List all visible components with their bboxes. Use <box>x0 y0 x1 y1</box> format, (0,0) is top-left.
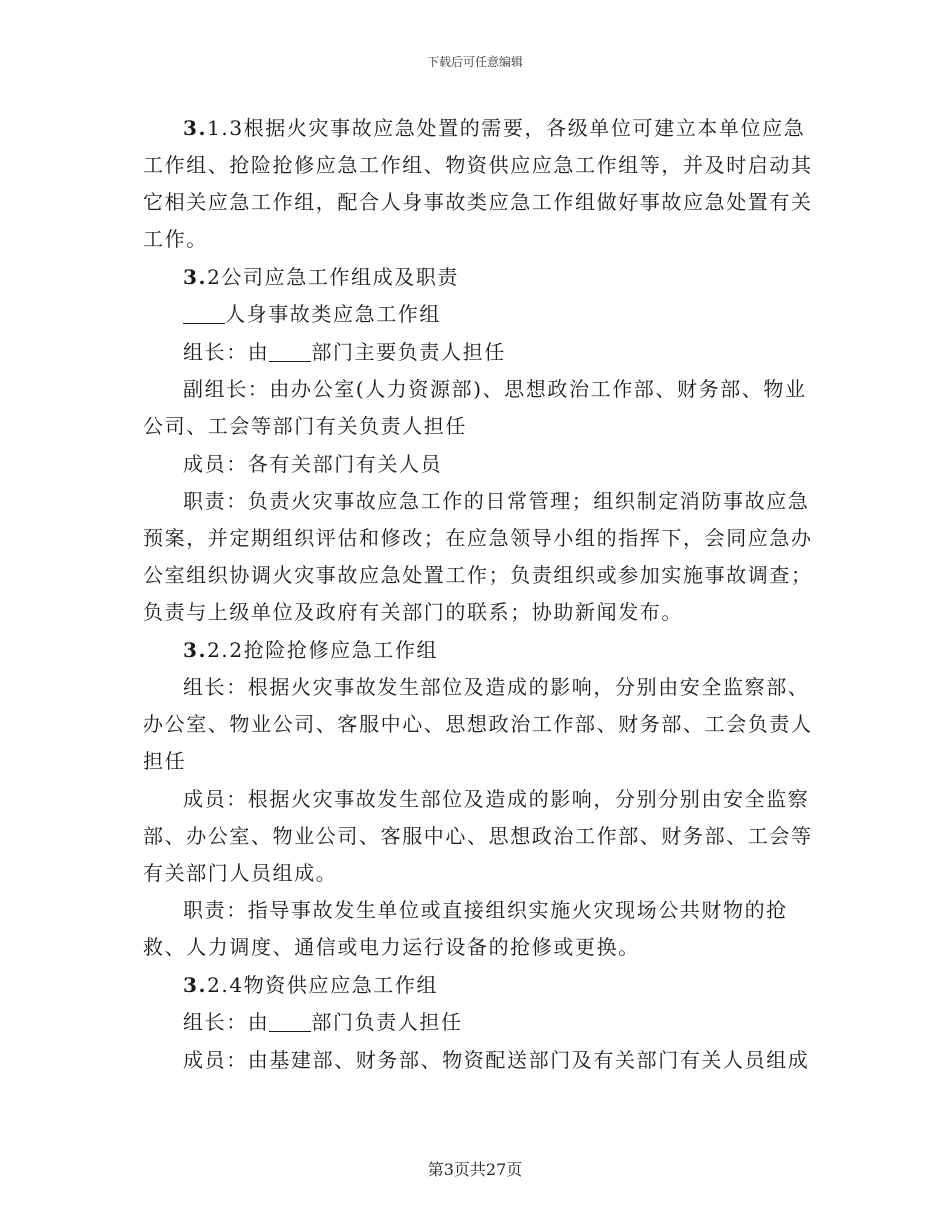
rescue-duties-line: 职责：指导事故发生单位或直接组织实施火灾现场公共财物的抢救、人力调度、通信或电力运行设备的抢修或更换。 <box>143 898 788 959</box>
label-text: 组长：由 <box>183 1010 270 1034</box>
document-body <box>143 110 813 1079</box>
heading-3-2-4 <box>143 967 813 1004</box>
heading-text: 2.2抢险抢修应急工作组 <box>207 637 439 662</box>
heading-text: 2.4物资供应应急工作组 <box>207 972 439 997</box>
rescue-leader-line: 组长：根据火灾事故发生部位及造成的影响，分别由安全监察部、办公室、物业公司、客服中心、思想政治工作部、财务部、工会负责人担任 <box>143 675 813 773</box>
paragraph-text: 1.3根据火灾事故应急处置的需要，各级单位可建立本单位应急工作组、抢险抢修应急工作组、物资供应应急工作组等，并及时启动其它相关应急工作组，配合人身事故类应急工作组做好事故应急处置有关工作。 <box>143 116 813 251</box>
supply-members-line: 成员：由基建部、财务部、物资配送部门及有关部门有关人员组成 <box>183 1047 810 1072</box>
section-number: 3. <box>183 637 208 662</box>
section-number: 3. <box>183 972 208 997</box>
heading-3-2-2 <box>143 632 813 669</box>
section-number: 3. <box>183 264 208 289</box>
label-text: 部门主要负责人担任 <box>311 339 506 364</box>
fill-blank <box>183 301 225 324</box>
supply-leader-line <box>143 1004 813 1041</box>
page-number: 第3页共27页 <box>427 1160 523 1179</box>
fill-blank <box>269 339 311 362</box>
duties-paragraph: 职责：负责火灾事故应急工作的日常管理；组织制定消防事故应急预案，并定期组织评估和修改；在应急领导小组的指挥下，会同应急办公室组织协调火灾事故应急处置工作；负责组织或参加实施事故调查；负责与上级单位及政府有关部门的联系；协助新闻发布。 <box>143 489 813 624</box>
page-header: 下载后可任意编辑 <box>426 55 523 69</box>
label-text: 组长：由 <box>183 339 270 364</box>
group-leader-line <box>143 334 813 371</box>
deputy-leader-line: 副组长：由办公室(人力资源部)、思想政治工作部、财务部、物业公司、工会等部门有关负责人担任 <box>143 377 807 438</box>
paragraph-3-1-3 <box>143 110 813 258</box>
heading-personal-accident-group <box>143 296 813 333</box>
section-number: 3. <box>183 116 208 140</box>
heading-3-2 <box>143 259 813 296</box>
fill-blank <box>269 1009 311 1032</box>
members-line: 成员：各有关部门有关人员 <box>183 451 443 476</box>
heading-text: 2公司应急工作组成及职责 <box>207 264 460 289</box>
heading-text: 人身事故类应急工作组 <box>225 302 441 326</box>
label-text: 部门负责人担任 <box>311 1010 463 1034</box>
rescue-members-line: 成员：根据火灾事故发生部位及造成的影响，分别分别由安全监察部、办公室、物业公司、客服中心、思想政治工作部、财务部、工会等有关部门人员组成。 <box>143 786 813 885</box>
